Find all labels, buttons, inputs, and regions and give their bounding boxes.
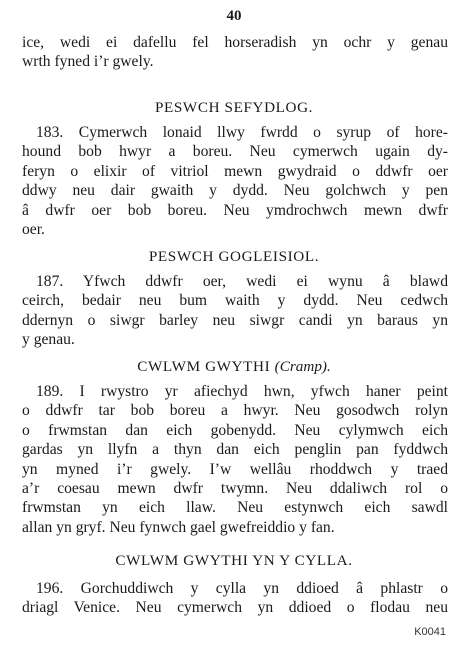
section-heading <box>0 248 468 266</box>
text-line: 189. I rwystro yr afiechyd hwn, yfwch haner peint <box>36 383 448 400</box>
section-paragraph <box>22 272 448 350</box>
heading-note: (Cramp). <box>274 358 331 375</box>
section-heading <box>0 552 468 570</box>
text-line: yn myned i’r gwely. I’w wellâu rhoddwch y traed <box>22 460 448 478</box>
text-line: ceirch, bedair neu bum waith y dydd. Neu cedwch <box>22 292 448 310</box>
text-line: 196. Gorchuddiwch y cylla yn ddioed â phlastr o <box>36 580 448 597</box>
text-line: hound bob hwyr a boreu. Neu cymerwch ugain dy- <box>22 143 448 161</box>
intro-paragraph <box>22 33 448 72</box>
text-line: ddernyn o siwgr barley neu siwgr candi yn baraus yn <box>22 311 448 329</box>
heading-text: PESWCH GOGLEISIOL. <box>148 248 320 265</box>
section-heading <box>0 99 468 117</box>
text-line: feryn o elixir of vitriol mewn gwydraid o ddwfr oer <box>22 162 448 180</box>
section-paragraph <box>22 123 448 239</box>
text-line: â dwfr oer bob boreu. Neu ymdrochwch mewn dwfr <box>22 201 448 219</box>
heading-text: CWLWM GWYTHI YN Y CYLLA. <box>115 552 353 569</box>
text-line: gardas yn llyfn a thyn dan eich penglin pan fyddwch <box>22 441 448 459</box>
text-line: wrth fyned i’r gwely. <box>22 53 154 71</box>
text-line: ice, wedi ei dafellu fel horseradish yn ochr y genau <box>22 34 448 51</box>
text-line: allan yn gryf. Neu fynwch gael gwefreiddio y fan. <box>22 518 335 536</box>
text-line: 183. Cymerwch lonaid llwy fwrdd o syrup of hore- <box>36 124 448 141</box>
text-line: y genau. <box>22 331 75 349</box>
text-line: driagl Venice. Neu cymerwch yn ddioed o flodau neu <box>22 599 448 617</box>
text-line: frwmstan yn eich llaw. Neu estynwch eich sawdl <box>22 499 448 517</box>
text-line: 187. Yfwch ddwfr oer, wedi ei wynu â blawd <box>36 273 448 290</box>
page-code: K0041 <box>414 626 446 638</box>
text-line: o ddwfr tar bob boreu a hwyr. Neu gosodwch rolyn <box>22 402 448 420</box>
text-line: o frwmstan dan eich gobenydd. Neu cylymwch eich <box>22 421 448 439</box>
page-number: 40 <box>226 8 242 24</box>
text-line: a’r coesau mewn dwfr twymn. Neu ddaliwch rol o <box>22 479 448 497</box>
text-line: ddwy neu dair gwaith y dydd. Neu golchwch y pen <box>22 182 448 200</box>
section-paragraph <box>22 579 448 618</box>
section-paragraph <box>22 382 448 537</box>
heading-text: PESWCH SEFYDLOG. <box>154 99 314 116</box>
text-line: oer. <box>22 220 45 238</box>
heading-text: CWLWM GWYTHI <box>137 358 271 375</box>
section-heading <box>0 358 468 376</box>
